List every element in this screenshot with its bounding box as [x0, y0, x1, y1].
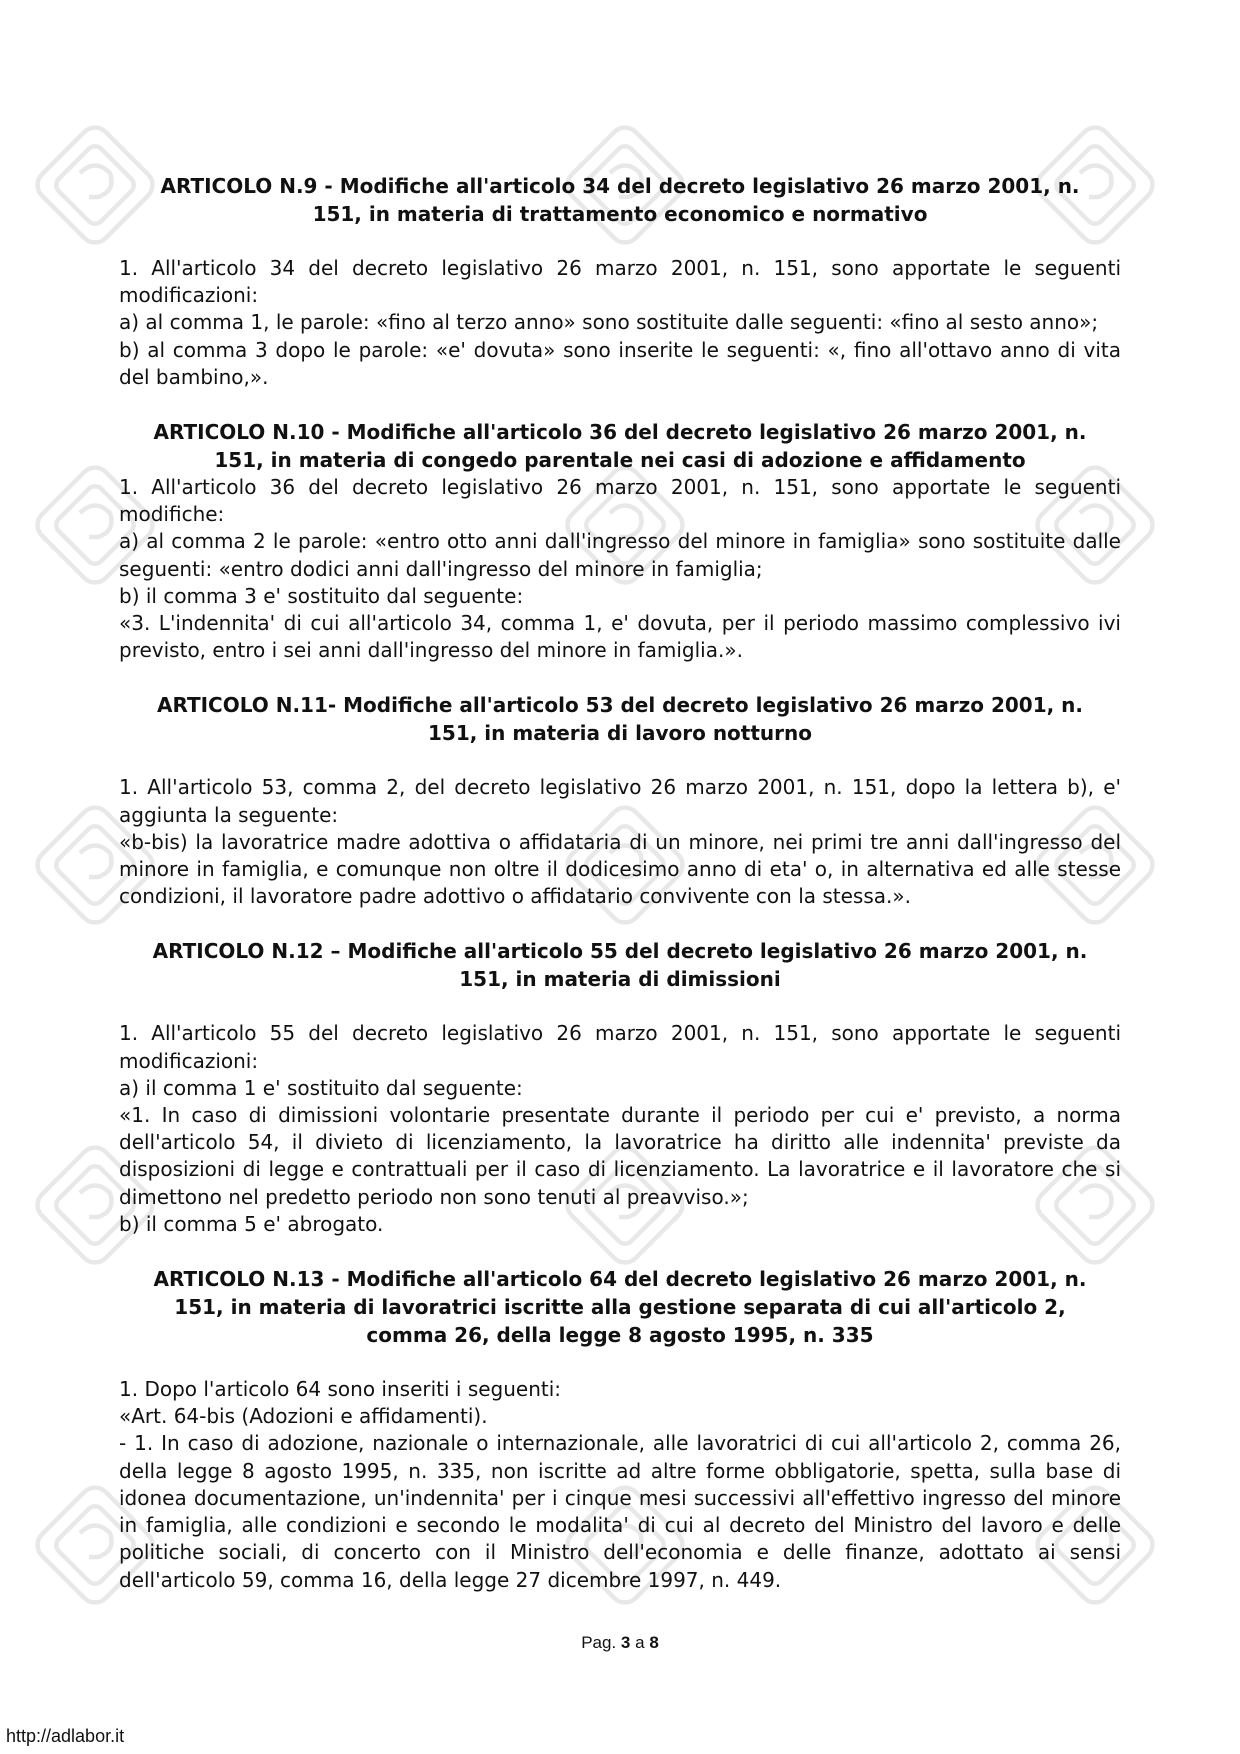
paragraph: b) al comma 3 dopo le parole: «e' dovuta» sono inserite le seguenti: «, fino all'ottavo anno di vita del bambino,». — [119, 337, 1121, 389]
paragraph: a) al comma 1, le parole: «fino al terzo anno» sono sostituite dalle seguenti: «fino al sesto anno»; — [119, 310, 1099, 335]
article-title: ARTICOLO N.10 - Modifiche all'articolo 36 del decreto legislativo 26 marzo 2001, n. 151, in materia di congedo parentale nei casi di adozione e affidamento — [153, 420, 1087, 473]
article-12 — [119, 937, 1121, 1238]
paragraph: - 1. In caso di adozione, nazionale o internazionale, alle lavoratrici di cui all'articolo 2, comma 26, della legge 8 agosto 1995, n. 335, non iscritte ad altre forme obbligatorie, spetta, sulla base di idonea documentazione, un'indennita' per i cinque mesi successivi all'effettivo ingresso del minore in famiglia, alle condizioni e secondo le modalita' di cui al decreto del Ministro del lavoro e delle politiche sociali, di concerto con il Ministro dell'economia e delle finanze, adottato ai sensi dell'articolo 59, comma 16, della legge 27 dicembre 1997, n. 449. — [119, 1431, 1121, 1592]
paragraph: 1. All'articolo 34 del decreto legislativo 26 marzo 2001, n. 151, sono apportate le seguenti modificazioni: — [119, 256, 1121, 308]
document-body — [119, 172, 1121, 1594]
paragraph: a) il comma 1 e' sostituito dal seguente: — [119, 1075, 523, 1100]
article-9 — [119, 172, 1121, 391]
paragraph: 1. All'articolo 53, comma 2, del decreto legislativo 26 marzo 2001, n. 151, dopo la lettera b), e' aggiunta la seguente: — [119, 775, 1121, 827]
paragraph: «3. L'indennita' di cui all'articolo 34, comma 1, e' dovuta, per il periodo massimo complessivo ivi previsto, entro i sei anni dall'ingresso del minore in famiglia.». — [119, 611, 1121, 663]
article-title: ARTICOLO N.12 – Modifiche all'articolo 55 del decreto legislativo 26 marzo 2001, n. 151, in materia di dimissioni — [152, 939, 1088, 992]
paragraph: 1. Dopo l'articolo 64 sono inseriti i seguenti: — [119, 1377, 562, 1402]
article-title: ARTICOLO N.13 - Modifiche all'articolo 64 del decreto legislativo 26 marzo 2001, n. 151, in materia di lavoratrici iscritte alla gestione separata di cui all'articolo 2, comma 26, della legge 8 agosto 1995, n. 335 — [153, 1267, 1087, 1348]
paragraph: 1. All'articolo 55 del decreto legislativo 26 marzo 2001, n. 151, sono apportate le seguenti modificazioni: — [119, 1021, 1121, 1073]
article-11 — [119, 691, 1121, 910]
paragraph: «Art. 64-bis (Adozioni e affidamenti). — [119, 1404, 488, 1429]
article-title: ARTICOLO N.9 - Modifiche all'articolo 34 del decreto legislativo 26 marzo 2001, n. 151, in materia di trattamento economico e normativo — [160, 174, 1080, 226]
site-url[interactable]: http://adlabor.it — [6, 1726, 125, 1746]
paragraph: 1. All'articolo 36 del decreto legislativo 26 marzo 2001, n. 151, sono apportate le seguenti modifiche: — [119, 475, 1121, 527]
page-number: Pag. 3 a 8 — [581, 1633, 659, 1652]
paragraph: b) il comma 5 e' abrogato. — [119, 1211, 384, 1236]
paragraph: b) il comma 3 e' sostituito dal seguente: — [119, 583, 524, 608]
article-title: ARTICOLO N.11- Modifiche all'articolo 53 del decreto legislativo 26 marzo 2001, n. 151, in materia di lavoro notturno — [156, 693, 1083, 746]
paragraph: «1. In caso di dimissioni volontarie presentate durante il periodo per cui e' previsto, a norma dell'articolo 54, il divieto di licenziamento, la lavoratrice ha diritto alle indennita' previste da disposizioni di legge e contrattuali per il caso di licenziamento. La lavoratrice e il lavoratore che si dimettono nel predetto periodo non sono tenuti al preavviso.»; — [119, 1103, 1121, 1209]
article-13 — [119, 1265, 1121, 1594]
article-10 — [119, 418, 1121, 664]
paragraph: a) al comma 2 le parole: «entro otto anni dall'ingresso del minore in famiglia» sono sostituite dalle seguenti: «entro dodici anni dall'ingresso del minore in famiglia; — [119, 529, 1121, 581]
paragraph: «b-bis) la lavoratrice madre adottiva o affidataria di un minore, nei primi tre anni dall'ingresso del minore in famiglia, e comunque non oltre il dodicesimo anno di eta' o, in alternativa ed alle stesse condizioni, il lavoratore padre adottivo o affidatario convivente con la stessa.». — [119, 829, 1121, 909]
